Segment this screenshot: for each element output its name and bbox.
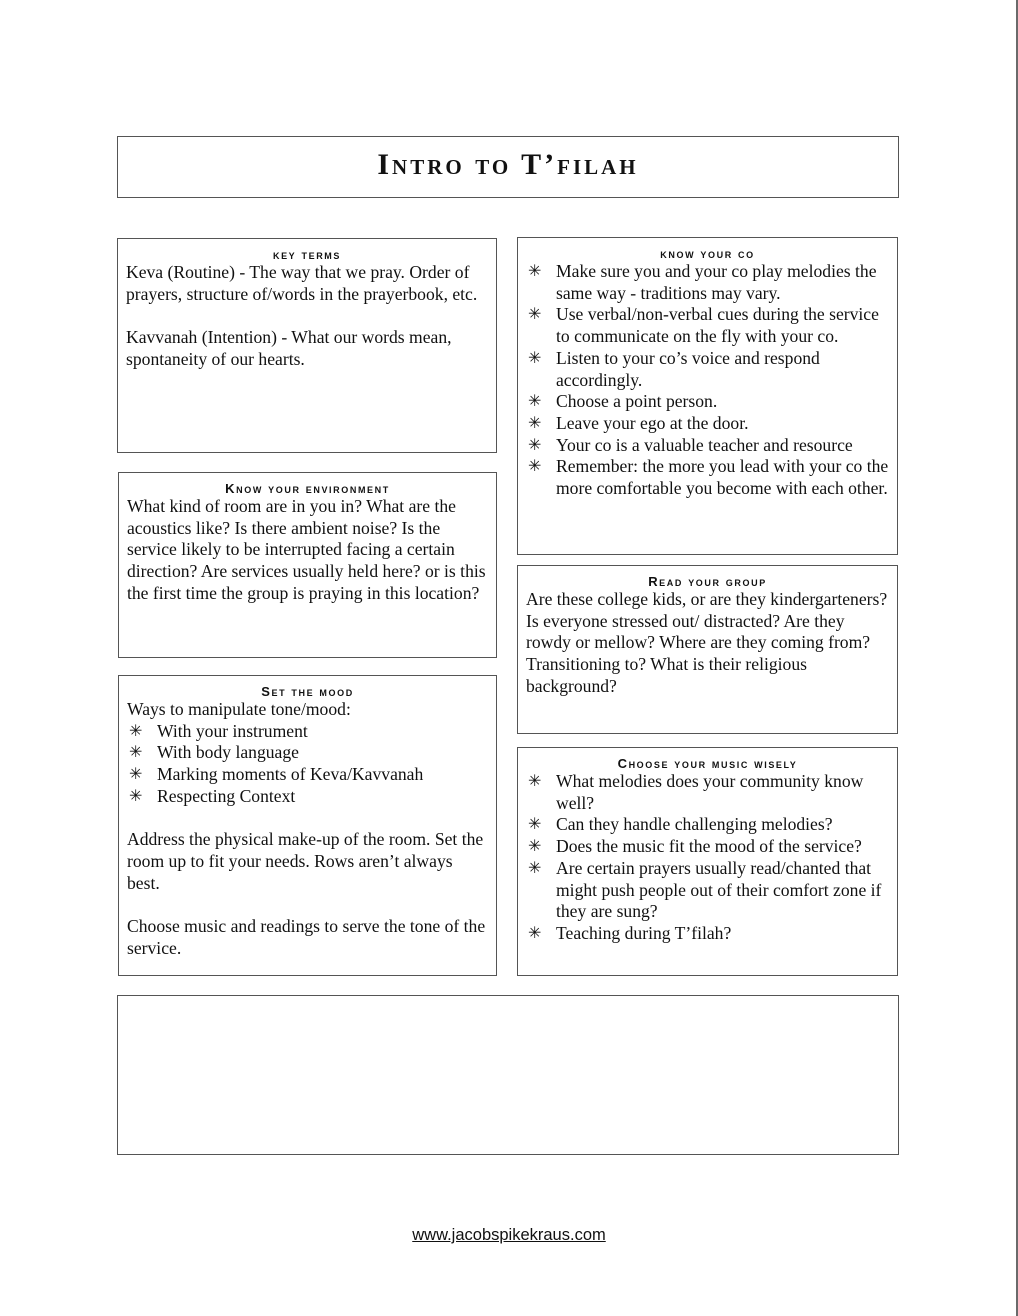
know-environment-text: What kind of room are in you in? What are the acoustics like? Is there ambient noise? Is the service likely to be interrupted facing a certain direction? Are services usually held here? or is this the first time the group is praying in this location?: [127, 496, 486, 603]
key-terms-heading: key terms: [272, 247, 342, 262]
list-item: ✳ Remember: the more you lead with your co the more comfortable you become with each other.: [528, 456, 889, 499]
key-terms-box: [117, 238, 497, 453]
list-item: ✳ Respecting Context: [129, 785, 296, 806]
asterisk-bullet-icon: ✳: [528, 414, 542, 432]
asterisk-bullet-icon: ✳: [129, 722, 143, 740]
read-your-group-text: Are these college kids, or are they kindergarteners? Is everyone stressed out/ distracted? Are they rowdy or mellow? Where are they coming from? Transitioning to? What is their religious background?: [526, 589, 888, 696]
set-mood-heading: Set the mood: [261, 684, 354, 699]
asterisk-bullet-icon: ✳: [528, 393, 542, 411]
list-item: ✳ Choose a point person.: [528, 391, 718, 412]
list-item: ✳ Use verbal/non-verbal cues during the service to communicate on the fly with your co.: [528, 304, 879, 347]
asterisk-bullet-icon: ✳: [528, 458, 542, 476]
list-item: ✳ Are certain prayers usually read/chanted that might push people out of their comfort zone if they are sung?: [528, 857, 882, 922]
set-mood-music-text: Choose music and readings to serve the tone of the service.: [127, 916, 486, 958]
asterisk-bullet-icon: ✳: [528, 838, 542, 856]
read-your-group-heading: Read your group: [648, 574, 767, 589]
asterisk-bullet-icon: ✳: [528, 859, 542, 877]
list-item: ✳ With your instrument: [129, 720, 308, 741]
list-item: ✳ Does the music fit the mood of the service?: [528, 836, 862, 857]
choose-music-box: [517, 747, 898, 976]
asterisk-bullet-icon: ✳: [528, 349, 542, 367]
list-item: ✳ Teaching during T’filah?: [528, 922, 732, 943]
asterisk-bullet-icon: ✳: [129, 744, 143, 762]
key-terms-body: [118, 262, 496, 371]
key-terms-kavvanah: Kavvanah (Intention) - What our words mean, spontaneity of our hearts.: [126, 327, 452, 369]
list-item: ✳ Leave your ego at the door.: [528, 412, 749, 433]
asterisk-bullet-icon: ✳: [528, 436, 542, 454]
set-mood-intro: Ways to manipulate tone/mood:: [127, 699, 351, 719]
asterisk-bullet-icon: ✳: [129, 787, 143, 805]
list-item: ✳ Make sure you and your co play melodies the same way - traditions may vary.: [528, 261, 877, 303]
page-title: Intro to T’filah: [377, 148, 639, 181]
asterisk-bullet-icon: ✳: [528, 306, 542, 324]
know-your-co-box: [517, 237, 898, 555]
set-mood-box: [118, 675, 497, 976]
list-item: ✳ Marking moments of Keva/Kavvanah: [129, 764, 424, 785]
asterisk-bullet-icon: ✳: [528, 816, 542, 834]
list-item: ✳ Can they handle challenging melodies?: [528, 814, 833, 835]
list-item: ✳ Your co is a valuable teacher and resource: [528, 434, 853, 455]
key-terms-keva: Keva (Routine) - The way that we pray. Order of prayers, structure of/words in the prayerbook, etc.: [126, 262, 478, 304]
choose-music-list: [518, 771, 897, 945]
list-item: ✳ With body language: [129, 742, 299, 763]
read-your-group-box: [517, 565, 898, 734]
asterisk-bullet-icon: ✳: [528, 263, 542, 280]
title-box: [117, 136, 899, 198]
know-your-co-heading: know your co: [660, 246, 755, 261]
notes-box: [117, 995, 899, 1155]
set-mood-list: [119, 721, 496, 808]
know-environment-box: [118, 472, 497, 658]
set-mood-room-text: Address the physical make-up of the room. Set the room up to fit your needs. Rows aren’t always best.: [127, 829, 484, 893]
list-item: ✳ What melodies does your community know well?: [528, 771, 864, 813]
asterisk-bullet-icon: ✳: [528, 773, 542, 790]
know-environment-heading: Know your environment: [225, 481, 390, 496]
asterisk-bullet-icon: ✳: [129, 766, 143, 784]
footer-link[interactable]: www.jacobspikekraus.com: [412, 1226, 606, 1244]
list-item: ✳ Listen to your co’s voice and respond accordingly.: [528, 347, 820, 390]
choose-music-heading: Choose your music wisely: [617, 756, 798, 771]
asterisk-bullet-icon: ✳: [528, 924, 542, 942]
know-your-co-list: [518, 261, 897, 500]
